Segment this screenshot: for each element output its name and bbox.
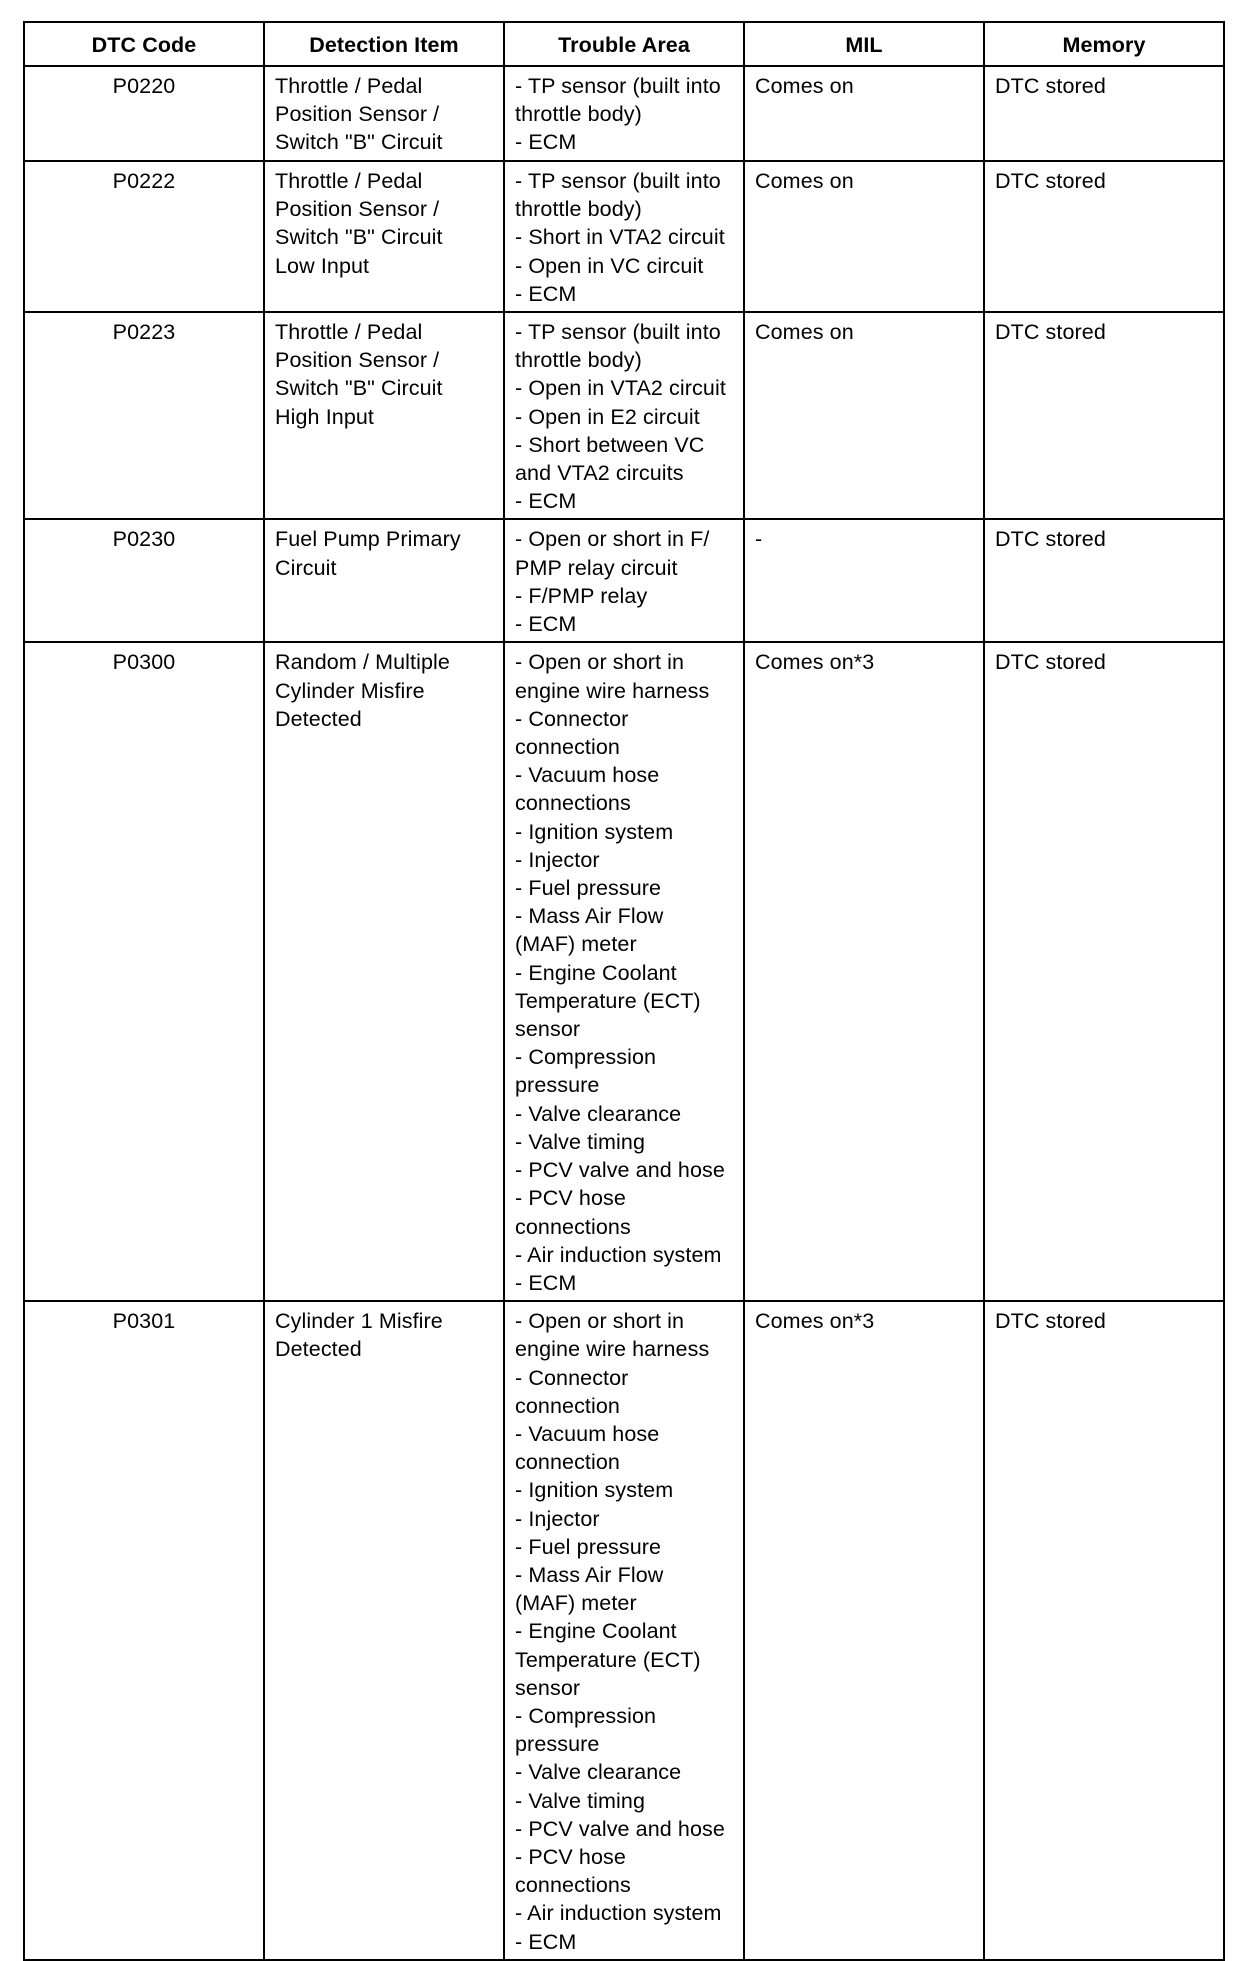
- trouble-area-line: PMP relay circuit: [515, 555, 678, 580]
- detection-item-cell: [264, 519, 504, 642]
- trouble-area-line: - TP sensor (built into: [515, 74, 721, 98]
- dtc-code-cell: P0223: [24, 312, 264, 519]
- table-header-row: [24, 22, 1224, 66]
- trouble-area-line: - Fuel pressure: [515, 876, 662, 901]
- trouble-area-line: (MAF) meter: [515, 932, 637, 957]
- trouble-area-line: - PCV hose: [515, 1844, 626, 1869]
- trouble-area-cell: [504, 642, 744, 1301]
- dtc-code-cell: P0222: [24, 161, 264, 312]
- table-row: [24, 519, 1224, 642]
- trouble-area-line: connection: [515, 1450, 620, 1475]
- dtc-table: [23, 21, 1225, 1961]
- trouble-area-line: - Compression: [515, 1045, 657, 1070]
- trouble-area-line: connections: [515, 1873, 631, 1898]
- trouble-area-line: - Connector: [515, 706, 629, 731]
- memory-cell: DTC stored: [984, 519, 1224, 642]
- detection-item-cell: [264, 161, 504, 312]
- trouble-area-line: - TP sensor (built into: [515, 320, 721, 345]
- dtc-code-cell: P0220: [24, 66, 264, 161]
- trouble-area-line: - Ignition system: [515, 819, 674, 844]
- trouble-area-line: engine wire harness: [515, 678, 710, 703]
- detection-item-cell: [264, 66, 504, 161]
- trouble-area-line: - Compression: [515, 1703, 657, 1728]
- detection-item-line: Throttle / Pedal: [275, 169, 423, 193]
- trouble-area-line: - Mass Air Flow: [515, 904, 664, 929]
- detection-item-line: Circuit: [275, 555, 337, 580]
- detection-item-line: Fuel Pump Primary: [275, 527, 461, 552]
- trouble-area-line: - PCV valve and hose: [515, 1816, 725, 1841]
- dtc-code-cell: P0301: [24, 1301, 264, 1960]
- trouble-area-line: - ECM: [515, 1270, 577, 1295]
- memory-cell: DTC stored: [984, 66, 1224, 161]
- table-row: [24, 312, 1224, 519]
- trouble-area-cell: [504, 1301, 744, 1960]
- mil-cell: Comes on*3: [744, 642, 984, 1301]
- detection-item-line: Detected: [275, 1337, 362, 1362]
- trouble-area-line: connections: [515, 1214, 631, 1239]
- trouble-area-line: - F/PMP relay: [515, 583, 648, 608]
- header-detection-item: Detection Item: [264, 22, 504, 66]
- trouble-area-line: pressure: [515, 1073, 600, 1098]
- detection-item-cell: [264, 312, 504, 519]
- detection-item-line: Cylinder Misfire: [275, 678, 425, 703]
- table-row: [24, 66, 1224, 161]
- mil-cell: -: [744, 519, 984, 642]
- trouble-area-line: - ECM: [515, 1929, 577, 1954]
- detection-item-line: High Input: [275, 404, 375, 429]
- trouble-area-line: engine wire harness: [515, 1337, 710, 1362]
- detection-item-line: Throttle / Pedal: [275, 74, 423, 98]
- trouble-area-line: - Valve timing: [515, 1129, 646, 1154]
- trouble-area-line: - Vacuum hose: [515, 763, 660, 788]
- detection-item-line: Switch "B" Circuit: [275, 130, 443, 155]
- mil-cell: Comes on: [744, 312, 984, 519]
- mil-cell: Comes on: [744, 66, 984, 161]
- trouble-area-line: - Injector: [515, 1506, 600, 1531]
- header-memory: Memory: [984, 22, 1224, 66]
- trouble-area-line: pressure: [515, 1732, 600, 1757]
- table-row: [24, 161, 1224, 312]
- trouble-area-line: throttle body): [515, 197, 642, 222]
- dtc-code-cell: P0230: [24, 519, 264, 642]
- trouble-area-line: - TP sensor (built into: [515, 169, 721, 193]
- trouble-area-line: - Engine Coolant: [515, 1619, 677, 1644]
- detection-item-line: Detected: [275, 706, 362, 731]
- detection-item-line: Position Sensor /: [275, 197, 440, 222]
- memory-cell: DTC stored: [984, 642, 1224, 1301]
- trouble-area-line: - Air induction system: [515, 1901, 722, 1926]
- trouble-area-line: - ECM: [515, 281, 577, 306]
- trouble-area-line: (MAF) meter: [515, 1591, 637, 1616]
- trouble-area-line: - Short between VC: [515, 432, 705, 457]
- detection-item-line: Position Sensor /: [275, 348, 440, 373]
- detection-item-line: Throttle / Pedal: [275, 320, 423, 345]
- trouble-area-line: - Open in VTA2 circuit: [515, 376, 726, 401]
- table-body: [24, 66, 1224, 1960]
- trouble-area-line: - Vacuum hose: [515, 1421, 660, 1446]
- trouble-area-line: Temperature (ECT): [515, 1647, 701, 1672]
- trouble-area-line: throttle body): [515, 102, 642, 127]
- memory-cell: DTC stored: [984, 312, 1224, 519]
- table-row: [24, 1301, 1224, 1960]
- trouble-area-line: - Mass Air Flow: [515, 1562, 664, 1587]
- trouble-area-cell: [504, 519, 744, 642]
- trouble-area-line: - Open in VC circuit: [515, 253, 704, 278]
- memory-cell: DTC stored: [984, 1301, 1224, 1960]
- trouble-area-line: sensor: [515, 1675, 581, 1700]
- mil-cell: Comes on: [744, 161, 984, 312]
- detection-item-line: Switch "B" Circuit: [275, 376, 443, 401]
- trouble-area-line: Temperature (ECT): [515, 988, 701, 1013]
- header-dtc-code: DTC Code: [24, 22, 264, 66]
- trouble-area-line: - PCV valve and hose: [515, 1158, 725, 1183]
- trouble-area-line: - Open or short in: [515, 650, 685, 675]
- trouble-area-line: - Air induction system: [515, 1242, 722, 1267]
- table-row: [24, 642, 1224, 1301]
- trouble-area-cell: [504, 312, 744, 519]
- trouble-area-line: - Ignition system: [515, 1478, 674, 1503]
- trouble-area-line: - Connector: [515, 1365, 629, 1390]
- trouble-area-cell: [504, 66, 744, 161]
- trouble-area-line: - PCV hose: [515, 1186, 626, 1211]
- header-mil: MIL: [744, 22, 984, 66]
- trouble-area-line: - ECM: [515, 489, 577, 514]
- trouble-area-line: sensor: [515, 1017, 581, 1042]
- detection-item-cell: [264, 642, 504, 1301]
- trouble-area-line: connection: [515, 1393, 620, 1418]
- trouble-area-line: - Valve clearance: [515, 1101, 682, 1126]
- detection-item-line: Position Sensor /: [275, 102, 440, 127]
- trouble-area-line: - Valve clearance: [515, 1760, 682, 1785]
- detection-item-line: Cylinder 1 Misfire: [275, 1309, 443, 1334]
- trouble-area-line: connection: [515, 735, 620, 760]
- trouble-area-line: connections: [515, 791, 631, 816]
- detection-item-line: Random / Multiple: [275, 650, 450, 675]
- trouble-area-line: - Valve timing: [515, 1788, 646, 1813]
- dtc-code-cell: P0300: [24, 642, 264, 1301]
- trouble-area-line: - Open in E2 circuit: [515, 404, 700, 429]
- trouble-area-line: - Open or short in: [515, 1309, 685, 1334]
- trouble-area-line: - Short in VTA2 circuit: [515, 225, 725, 250]
- trouble-area-line: - ECM: [515, 130, 577, 155]
- detection-item-line: Low Input: [275, 253, 370, 278]
- memory-cell: DTC stored: [984, 161, 1224, 312]
- trouble-area-line: - Open or short in F/: [515, 527, 710, 552]
- trouble-area-line: - ECM: [515, 612, 577, 637]
- mil-cell: Comes on*3: [744, 1301, 984, 1960]
- header-trouble-area: Trouble Area: [504, 22, 744, 66]
- trouble-area-line: throttle body): [515, 348, 642, 373]
- detection-item-cell: [264, 1301, 504, 1960]
- trouble-area-line: and VTA2 circuits: [515, 461, 684, 486]
- trouble-area-line: - Engine Coolant: [515, 960, 677, 985]
- trouble-area-cell: [504, 161, 744, 312]
- trouble-area-line: - Fuel pressure: [515, 1534, 662, 1559]
- detection-item-line: Switch "B" Circuit: [275, 225, 443, 250]
- trouble-area-line: - Injector: [515, 847, 600, 872]
